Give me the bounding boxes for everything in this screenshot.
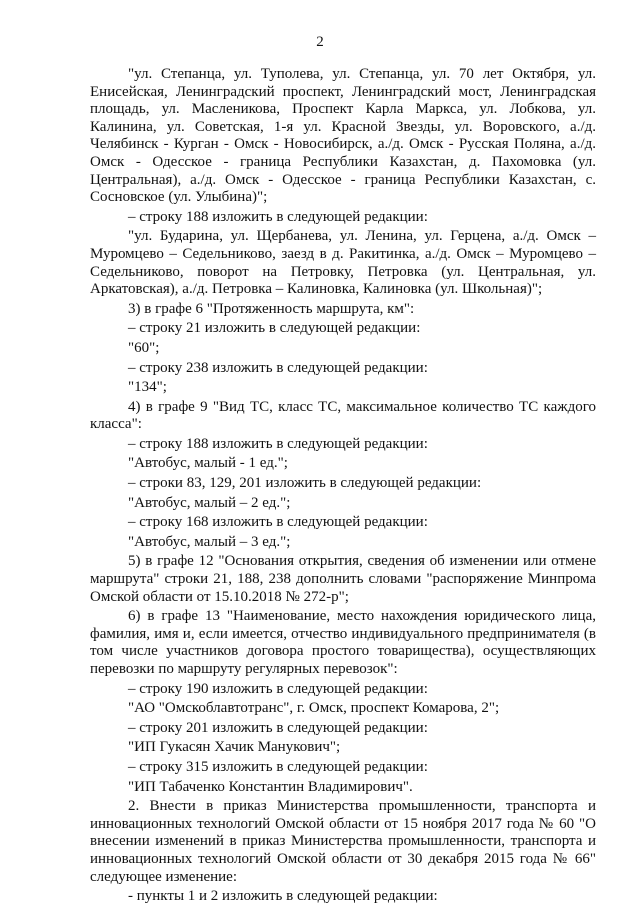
- paragraph-row-201-instruction: – строку 201 изложить в следующей редакции:: [128, 719, 428, 736]
- paragraph-items-1-2-instruction: - пункты 1 и 2 изложить в следующей редакции:: [128, 888, 438, 905]
- paragraph-operator-201: "ИП Гукасян Хачик Манукович";: [128, 739, 341, 756]
- paragraph-bus-2: "Автобус, малый – 2 ед.";: [128, 494, 291, 511]
- paragraph-column-12: 5) в графе 12 "Основания открытия, сведения об изменении или отмене маршрута" строки 21, 188, 238 дополнить словами "распоряжение Минпрома Омской области от 15.10.2018 № 272-р";: [90, 553, 596, 605]
- paragraph-bus-3: "Автобус, малый – 3 ед.";: [128, 533, 291, 550]
- document-body: [90, 66, 596, 908]
- paragraph-column-9: 4) в графе 9 "Вид ТС, класс ТС, максимальное количество ТС каждого класса":: [90, 398, 596, 433]
- paragraph-route-188-streets: "ул. Бударина, ул. Щербанева, ул. Ленина, ул. Герцена, а./д. Омск – Муромцево – Седельниково, заезд в д. Ракитинка, а./д. Омск – Муромцево – Седельниково, поворот на Петровку, Петровка (ул. Центральная, ул. Аркатовская), а./д. Петровка – Калиновка, Калиновка (ул. Школьная)";: [90, 228, 596, 298]
- paragraph-row-190-instruction: – строку 190 изложить в следующей редакции:: [128, 680, 428, 697]
- paragraph-operator-190: "АО "Омскоблавтотранс", г. Омск, проспект Комарова, 2";: [128, 700, 500, 717]
- paragraph-rows-83-129-201-instruction: – строки 83, 129, 201 изложить в следующей редакции:: [128, 475, 482, 492]
- paragraph-row-21-instruction: – строку 21 изложить в следующей редакции:: [128, 320, 421, 337]
- paragraph-item-2: 2. Внести в приказ Министерства промышленности, транспорта и инновационных технологий Омской области от 15 ноября 2017 года № 60 "О внесении изменений в приказ Министерства промышленности, транспорта и инновационных технологий Омской области от 30 декабря 2015 года № 66" следующее изменение:: [90, 798, 596, 885]
- paragraph-bus-1: "Автобус, малый - 1 ед.";: [128, 455, 288, 472]
- paragraph-row-188-instruction-2: – строку 188 изложить в следующей редакции:: [128, 435, 428, 452]
- paragraph-route-streets: "ул. Степанца, ул. Туполева, ул. Степанца, ул. 70 лет Октября, ул. Енисейская, Ленинградский проспект, Ленинградский мост, Ленинградская площадь, ул. Масленикова, Проспект Карла Маркса, ул. Лобкова, ул. Калинина, ул. Советская, 1-я ул. Красной Звезды, ул. Воровского, а./д. Челябинск - Курган - Омск - Новосибирск, а./д. Омск - Русская Поляна, а./д. Омск - Одесское - граница Республики Казахстан, д. Пахомовка (ул. Центральная), а./д. Омск - Одесское - граница Республики Казахстан, с. Сосновское (ул. Улыбина)";: [90, 66, 596, 206]
- paragraph-row-188-instruction: – строку 188 изложить в следующей редакции:: [128, 208, 428, 225]
- paragraph-operator-315: "ИП Табаченко Константин Владимирович".: [128, 778, 413, 795]
- page-number: 2: [316, 34, 324, 50]
- paragraph-column-13: 6) в графе 13 "Наименование, место нахождения юридического лица, фамилия, имя и, если имеется, отчество индивидуального предпринимателя (в том числе участников договора простого товарищества), осуществляющих перевозки по маршруту регулярных перевозок":: [90, 608, 596, 677]
- paragraph-row-238-instruction: – строку 238 изложить в следующей редакции:: [128, 359, 428, 376]
- paragraph-value-60: "60";: [128, 339, 160, 356]
- paragraph-value-134: "134";: [128, 379, 167, 396]
- paragraph-row-168-instruction: – строку 168 изложить в следующей редакции:: [128, 514, 428, 531]
- paragraph-row-315-instruction: – строку 315 изложить в следующей редакции:: [128, 758, 428, 775]
- paragraph-column-6: 3) в графе 6 "Протяженность маршрута, км":: [128, 300, 415, 317]
